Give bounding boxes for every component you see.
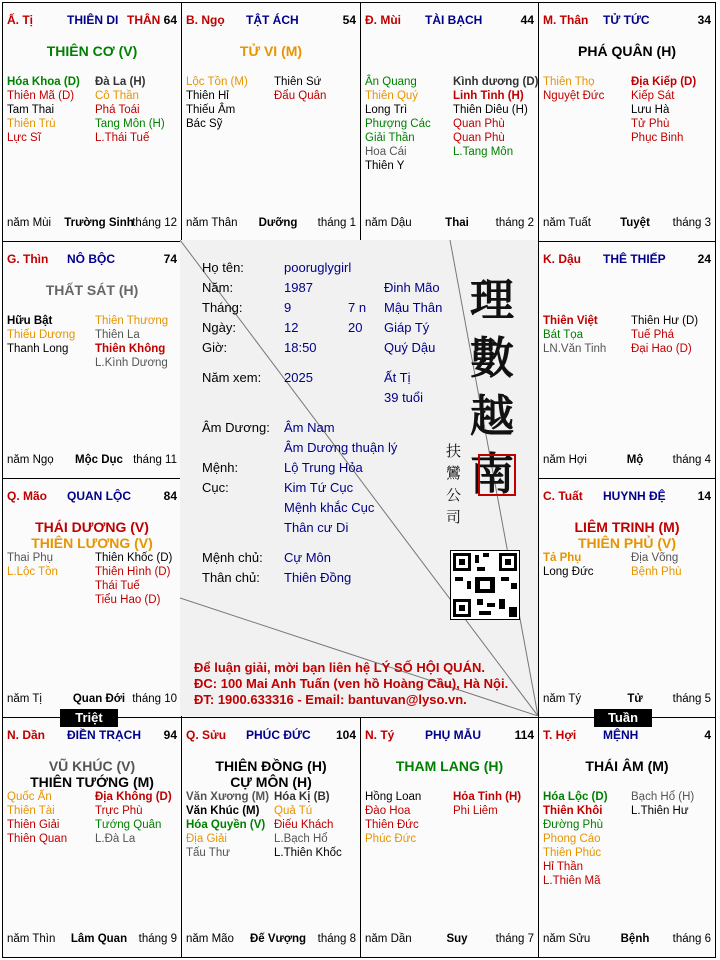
minor-star: Thiên Tài [7, 805, 55, 817]
minor-star: Bát Tọa [543, 329, 584, 341]
palace-cell-suu [181, 717, 361, 958]
minor-stars-right [95, 314, 179, 370]
palace-cell-dau [538, 241, 716, 479]
minor-stars-left [543, 790, 631, 888]
info-label: Họ tên: [202, 260, 244, 275]
info-value: 12 [284, 320, 299, 335]
month-label: tháng 2 [495, 217, 534, 229]
dai-han-number: 74 [163, 252, 177, 266]
palace-cell-tuat [538, 478, 716, 718]
minor-star: Hóa Kị (B) [274, 791, 330, 803]
life-stage: Đế Vượng [249, 933, 307, 945]
minor-star: Thiên Khôi [543, 805, 603, 817]
minor-star: Linh Tinh (H) [453, 90, 524, 102]
minor-star: Thiếu Âm [186, 104, 236, 116]
palace-name: HUYNH ĐỆ [603, 489, 666, 503]
palace-footer [543, 217, 711, 231]
palace-header [7, 252, 177, 268]
minor-star: L.Thái Tuế [95, 132, 150, 144]
minor-star: Long Đức [543, 566, 594, 578]
minor-star: Quan Phù [453, 132, 505, 144]
life-stage: Bệnh [620, 933, 650, 945]
month-label: tháng 5 [672, 693, 711, 705]
minor-star: Thiên Khốc (D) [95, 552, 173, 564]
minor-star: Thái Tuế [95, 580, 140, 592]
dai-han-number: 84 [163, 489, 177, 503]
minor-star: Thiên La [95, 329, 140, 341]
info-canchi: Giáp Tý [384, 320, 430, 335]
publisher-mark: 扶鸞公司 [446, 442, 462, 526]
info-value: Cự Môn [284, 550, 331, 565]
minor-star: L.Kình Dương [95, 357, 168, 369]
minor-star: Phục Binh [631, 132, 684, 144]
palace-name: PHỤ MẪU [425, 728, 481, 742]
minor-star: Lưu Hà [631, 104, 670, 116]
info-value: Mệnh khắc Cục [284, 500, 375, 515]
dai-han-number: 14 [697, 489, 711, 503]
info-lunar: 20 [348, 320, 363, 335]
palace-header [365, 728, 534, 744]
minor-stars-right [274, 790, 358, 860]
minor-star: Đào Hoa [365, 805, 411, 817]
dai-han-number: 94 [163, 728, 177, 742]
palace-cell-mao [2, 478, 182, 718]
palace-header [543, 13, 711, 29]
can-chi: C. Tuất [543, 489, 583, 503]
main-stars [3, 758, 181, 790]
minor-star: Thiên Mã (D) [7, 90, 75, 102]
minor-star: Nguyệt Đức [543, 90, 605, 102]
minor-star: Tang Môn (H) [95, 118, 165, 130]
minor-star: Thiên Trù [7, 118, 56, 130]
red-seal [478, 454, 516, 496]
minor-stars-left [543, 314, 631, 356]
minor-star: Địa Không (D) [95, 791, 172, 803]
minor-star: LN.Văn Tinh [543, 343, 607, 355]
main-stars [182, 43, 360, 59]
year-label: năm Dậu [365, 217, 412, 229]
palace-footer [543, 693, 711, 707]
dai-han-number: 64 [163, 13, 177, 27]
palace-header [543, 252, 711, 268]
info-value: Kim Tứ Cục [284, 480, 354, 495]
main-stars [3, 282, 181, 298]
minor-star: Thiên Thọ [543, 76, 595, 88]
minor-stars-left [7, 790, 95, 846]
minor-star: L.Bạch Hổ [274, 833, 328, 845]
minor-star: Văn Xương (M) [186, 791, 269, 803]
palace-name: MỆNH [603, 728, 639, 742]
minor-star: Tuế Phá [631, 329, 675, 341]
minor-star: Thiên Sứ [274, 76, 322, 88]
info-canchi: Đinh Mão [384, 280, 440, 295]
info-label: Cục: [202, 480, 229, 495]
can-chi: Q. Mão [7, 489, 48, 503]
contact-line-3: ĐT: 1900.633316 - Email: bantuvan@lyso.vn. [194, 692, 467, 707]
minor-star: Thai Phụ [7, 552, 54, 564]
minor-star: Bệnh Phù [631, 566, 682, 578]
info-canchi: Mậu Thân [384, 300, 443, 315]
main-star: TỬ VI (M) [239, 43, 303, 59]
minor-star: L.Thiên Hư [631, 805, 689, 817]
palace-cell-ti [2, 2, 182, 242]
palace-name: TÀI BẠCH [425, 13, 483, 27]
info-canchi: Ất Tị [384, 370, 411, 385]
month-label: tháng 6 [672, 933, 711, 945]
main-star: THIÊN LƯƠNG (V) [31, 535, 153, 551]
palace-cell-hoi [538, 717, 716, 958]
dai-han-number: 104 [335, 728, 356, 742]
main-star: THAM LANG (H) [395, 758, 504, 774]
minor-star: L.Tang Môn [453, 146, 514, 158]
dai-han-number: 24 [697, 252, 711, 266]
main-star: THIÊN PHỦ (V) [578, 535, 676, 551]
year-label: năm Tý [543, 693, 582, 705]
main-stars [182, 758, 360, 790]
minor-star: Long Trì [365, 104, 408, 116]
dai-han-number: 114 [514, 728, 534, 742]
palace-cell-mui [360, 2, 539, 242]
minor-star: Thiên Hư (D) [631, 315, 699, 327]
life-stage: Tử [627, 693, 643, 705]
main-stars [3, 519, 181, 551]
palace-cell-ty [360, 717, 539, 958]
minor-star: Bác Sỹ [186, 118, 223, 130]
main-stars [3, 43, 181, 59]
main-star: THIÊN ĐỒNG (H) [215, 758, 327, 774]
main-stars [539, 758, 715, 774]
can-chi: G. Thìn [7, 252, 49, 266]
minor-star: Đà La (H) [95, 76, 146, 88]
minor-star: Hữu Bật [7, 315, 53, 327]
minor-stars-left [543, 75, 631, 103]
minor-star: Đại Hao (D) [631, 343, 692, 355]
info-canchi: 39 tuổi [384, 390, 424, 405]
palace-footer [365, 217, 534, 231]
palace-header [186, 728, 356, 744]
main-star: THẤT SÁT (H) [45, 282, 139, 298]
minor-star: Quốc Ấn [7, 791, 52, 803]
minor-star: Điếu Khách [274, 819, 334, 831]
life-stage: Thai [445, 217, 469, 229]
palace-header [7, 13, 177, 29]
palace-footer [186, 217, 356, 231]
minor-star: Kình dương (D) [453, 76, 539, 88]
info-label: Tháng: [202, 300, 243, 315]
contact-line-1: Để luận giải, mời bạn liên hệ LÝ SỐ HỘI QUÁN. [194, 660, 485, 675]
year-label: năm Ngọ [7, 454, 54, 466]
main-stars [539, 519, 715, 551]
minor-star: L.Thiên Khốc [274, 847, 342, 859]
month-label: tháng 7 [495, 933, 534, 945]
minor-star: Thiên Thương [95, 315, 169, 327]
than-marker: THÂN [127, 13, 161, 27]
minor-star: Thiếu Dương [7, 329, 76, 341]
dai-han-number: 44 [520, 13, 534, 27]
minor-star: Thiên Diêu (H) [453, 104, 528, 116]
month-label: tháng 11 [133, 454, 177, 466]
minor-star: Phong Cáo [543, 833, 601, 845]
month-label: tháng 3 [672, 217, 711, 229]
year-label: năm Sửu [543, 933, 591, 945]
palace-footer [7, 217, 177, 231]
palace-header [365, 13, 534, 29]
minor-star: L.Thiên Mã [543, 875, 601, 887]
minor-star: Tiểu Hao (D) [95, 594, 161, 606]
minor-stars-left [365, 790, 453, 846]
minor-star: Tấu Thư [186, 847, 230, 859]
minor-star: Thiên Không [95, 343, 166, 355]
month-label: tháng 9 [138, 933, 177, 945]
minor-star: Thiên Hỉ [186, 90, 229, 102]
palace-cell-ngo [181, 2, 361, 242]
can-chi: B. Ngọ [186, 13, 225, 27]
palace-cell-than [538, 2, 716, 242]
palace-footer [7, 693, 177, 707]
info-value: Lộ Trung Hỏa [284, 460, 363, 475]
info-label: Mệnh: [202, 460, 239, 475]
life-stage: Trường Sinh [64, 217, 134, 229]
info-lunar: 7 n [348, 300, 367, 315]
minor-stars-left [186, 75, 274, 131]
info-label: Âm Dương: [202, 420, 270, 435]
minor-stars-right [631, 75, 715, 145]
can-chi: N. Dần [7, 728, 46, 742]
palace-name: ĐIỀN TRẠCH [67, 728, 141, 742]
info-value: Thân cư Di [284, 520, 349, 535]
minor-stars-left [543, 551, 631, 579]
minor-star: Thanh Long [7, 343, 69, 355]
minor-star: Thiên Đức [365, 819, 419, 831]
minor-star: Phượng Các [365, 118, 431, 130]
minor-star: Bạch Hổ (H) [631, 791, 695, 803]
life-stage: Mộc Dục [75, 454, 123, 466]
palace-name: THIÊN DI [67, 13, 119, 27]
can-chi: N. Tý [365, 728, 395, 742]
minor-star: L.Đà La [95, 833, 136, 845]
main-star: VŨ KHÚC (V) [48, 758, 136, 774]
info-value: Âm Dương thuận lý [284, 440, 398, 455]
palace-cell-thin [2, 241, 182, 479]
minor-star: Thiên Hình (D) [95, 566, 171, 578]
main-stars [539, 43, 715, 59]
life-stage: Mộ [626, 454, 644, 466]
main-star: LIÊM TRINH (M) [574, 519, 680, 535]
minor-star: Thiên Phúc [543, 847, 602, 859]
minor-stars-right [631, 790, 715, 818]
minor-star: Hóa Khoa (D) [7, 76, 80, 88]
minor-stars-right [631, 314, 715, 356]
palace-footer [365, 933, 534, 947]
year-label: năm Tuất [543, 217, 591, 229]
palace-footer [543, 454, 711, 468]
info-label: Thân chủ: [202, 570, 260, 585]
minor-stars-right [453, 790, 537, 818]
can-chi: K. Dậu [543, 252, 582, 266]
minor-star: Địa Kiếp (D) [631, 76, 697, 88]
palace-cell-dan [2, 717, 182, 958]
minor-star: Thiên Quý [365, 90, 419, 102]
minor-star: Ân Quang [365, 76, 417, 88]
year-label: năm Mùi [7, 217, 52, 229]
month-label: tháng 12 [132, 217, 177, 229]
minor-star: Tam Thai [7, 104, 55, 116]
year-label: năm Thân [186, 217, 238, 229]
minor-star: Thiên Giải [7, 819, 60, 831]
info-value: Thiên Đồng [284, 570, 352, 585]
palace-name: QUAN LỘC [67, 489, 131, 503]
dai-han-number: 34 [697, 13, 711, 27]
palace-footer [7, 933, 177, 947]
minor-stars-left [7, 75, 95, 145]
info-label: Năm xem: [202, 370, 262, 385]
minor-star: Quả Tú [274, 805, 313, 817]
minor-star: Đẩu Quân [274, 90, 327, 102]
minor-star: Giải Thần [365, 132, 415, 144]
year-label: năm Hợi [543, 454, 587, 466]
minor-star: Văn Khúc (M) [186, 805, 260, 817]
life-stage: Lâm Quan [70, 933, 128, 945]
triet-tag: Triệt [60, 709, 118, 727]
palace-header [543, 489, 711, 505]
year-label: năm Thìn [7, 933, 56, 945]
main-star: THÁI DƯƠNG (V) [35, 519, 149, 535]
minor-stars-right [274, 75, 358, 103]
main-star: THIÊN CƠ (V) [46, 43, 138, 59]
minor-stars-right [453, 75, 537, 159]
year-label: năm Tị [7, 693, 42, 705]
info-label: Ngày: [202, 320, 236, 335]
qr-code[interactable] [450, 550, 520, 620]
minor-star: Lộc Tồn (M) [186, 76, 248, 88]
info-value: 1987 [284, 280, 313, 295]
calligraphy-logo: 理數越南 [470, 275, 514, 500]
life-stage: Suy [446, 933, 468, 945]
can-chi: Q. Sửu [186, 728, 227, 742]
minor-stars-right [95, 790, 179, 846]
minor-stars-right [95, 75, 179, 145]
main-star: PHÁ QUÂN (H) [578, 43, 676, 59]
info-canchi: Quý Dậu [384, 340, 436, 355]
info-value: 9 [284, 300, 292, 315]
info-label: Mệnh chủ: [202, 550, 263, 565]
palace-name: NÔ BỘC [67, 252, 115, 266]
minor-star: Trực Phù [95, 805, 143, 817]
main-star: CỰ MÔN (H) [230, 774, 312, 790]
minor-star: Hoa Cái [365, 146, 407, 158]
minor-star: Địa Võng [631, 552, 679, 564]
minor-star: Lực Sĩ [7, 132, 41, 144]
minor-star: Thiên Quan [7, 833, 68, 845]
minor-stars-left [7, 551, 95, 579]
year-label: năm Dần [365, 933, 412, 945]
dai-han-number: 4 [704, 728, 711, 742]
tuan-tag: Tuần [594, 709, 652, 727]
minor-stars-right [631, 551, 715, 579]
minor-stars-right [95, 551, 179, 607]
contact-line-2: ĐC: 100 Mai Anh Tuấn (ven hồ Hoàng Cầu), Hà Nội. [194, 676, 509, 691]
can-chi: Đ. Mùi [365, 13, 401, 27]
palace-name: TỬ TỨC [603, 13, 650, 27]
palace-name: TẬT ÁCH [246, 13, 299, 27]
minor-star: Tử Phù [631, 118, 670, 130]
palace-footer [186, 933, 356, 947]
minor-star: Hóa Quyền (V) [186, 819, 266, 831]
main-star: THIÊN TƯỚNG (M) [30, 774, 154, 790]
info-value: pooruglygirl [284, 260, 352, 275]
minor-star: Hóa Lộc (D) [543, 791, 608, 803]
minor-star: Phá Toái [95, 104, 140, 116]
palace-name: THÊ THIẾP [603, 252, 666, 266]
year-label: năm Mão [186, 933, 234, 945]
minor-star: Hồng Loan [365, 791, 422, 803]
life-stage: Quan Đới [72, 693, 126, 705]
minor-star: Hỉ Thần [543, 861, 584, 873]
palace-footer [7, 454, 177, 468]
life-stage: Tuyệt [620, 217, 650, 229]
life-stage: Dưỡng [258, 217, 298, 229]
palace-header [7, 489, 177, 505]
can-chi: Ấ. Tị [7, 13, 33, 27]
minor-stars-left [7, 314, 95, 356]
info-value: 2025 [284, 370, 313, 385]
can-chi: M. Thân [543, 13, 589, 27]
main-star: THÁI ÂM (M) [585, 758, 669, 774]
minor-stars-left [365, 75, 453, 173]
palace-header [7, 728, 177, 744]
minor-star: Tả Phụ [543, 552, 582, 564]
palace-name: PHÚC ĐỨC [246, 728, 311, 742]
minor-star: Hỏa Tinh (H) [453, 791, 522, 803]
minor-star: Cô Thần [95, 90, 139, 102]
minor-star: Đường Phù [543, 819, 603, 831]
minor-star: Quan Phù [453, 118, 505, 130]
minor-star: Tướng Quân [95, 819, 162, 831]
can-chi: T. Hợi [543, 728, 577, 742]
info-label: Năm: [202, 280, 234, 295]
minor-star: Thiên Việt [543, 315, 598, 327]
info-value: 18:50 [284, 340, 317, 355]
month-label: tháng 4 [672, 454, 711, 466]
main-stars [361, 758, 538, 774]
minor-star: Phi Liêm [453, 805, 498, 817]
palace-footer [543, 933, 711, 947]
minor-star: Thiên Y [365, 160, 405, 172]
minor-stars-left [186, 790, 274, 860]
palace-header [543, 728, 711, 744]
dai-han-number: 54 [342, 13, 356, 27]
info-value: Âm Nam [284, 420, 335, 435]
month-label: tháng 10 [132, 693, 177, 705]
info-label: Giờ: [202, 340, 228, 355]
minor-star: Kiếp Sát [631, 90, 675, 102]
month-label: tháng 8 [317, 933, 356, 945]
minor-star: Phúc Đức [365, 833, 417, 845]
month-label: tháng 1 [317, 217, 356, 229]
minor-star: Địa Giải [186, 833, 227, 845]
palace-header [186, 13, 356, 29]
center-info-panel [180, 240, 538, 716]
minor-star: L.Lộc Tồn [7, 566, 58, 578]
